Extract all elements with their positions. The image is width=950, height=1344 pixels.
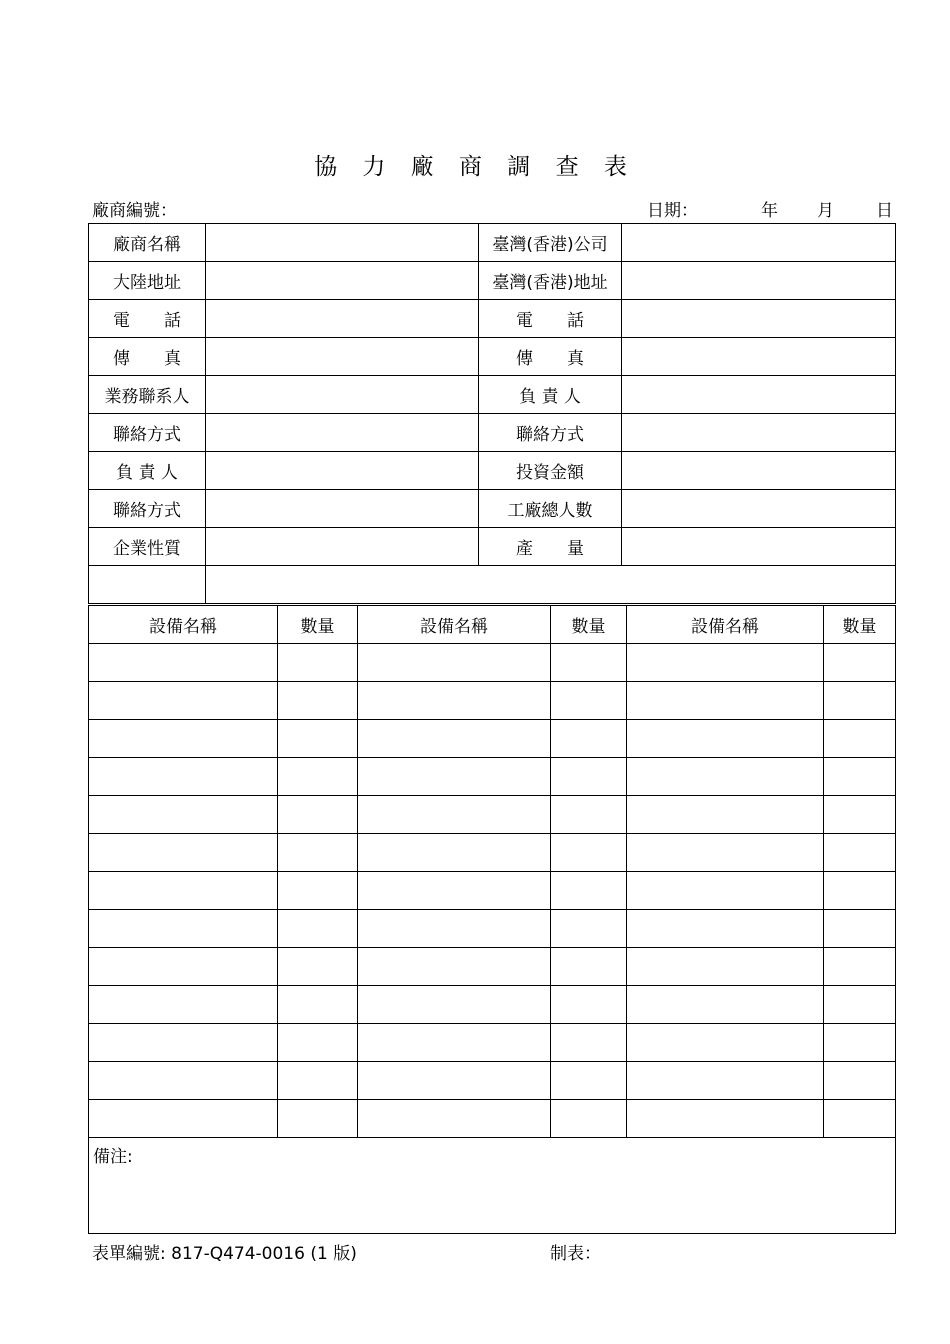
equipment-header-row (89, 606, 896, 644)
quantity-cell[interactable] (278, 1062, 358, 1100)
quantity-cell[interactable] (278, 1100, 358, 1138)
left-label-cell: 電 話 (89, 300, 206, 338)
equipment-name-cell[interactable] (358, 910, 551, 948)
info-row (89, 224, 896, 262)
equipment-row (89, 796, 896, 834)
right-label-cell: 臺灣(香港)公司 (479, 224, 622, 262)
equipment-name-cell[interactable] (358, 1062, 551, 1100)
equipment-row (89, 1100, 896, 1138)
quantity-header: 數量 (824, 606, 896, 644)
equipment-name-cell[interactable] (89, 1062, 278, 1100)
quantity-header: 數量 (551, 606, 627, 644)
quantity-cell[interactable] (824, 682, 896, 720)
right-value-cell[interactable] (622, 224, 896, 262)
left-label-cell: 業務聯系人 (89, 376, 206, 414)
left-label-cell: 企業性質 (89, 528, 206, 566)
form-title: 協 力 廠 商 調 查 表 (314, 154, 636, 180)
quantity-cell[interactable] (824, 910, 896, 948)
quantity-cell[interactable] (551, 682, 627, 720)
vendor-no-label: 廠商編號： (92, 201, 177, 221)
equipment-name-cell[interactable] (627, 644, 824, 682)
month-label: 月 (817, 201, 834, 221)
quantity-header: 數量 (278, 606, 358, 644)
equipment-row (89, 910, 896, 948)
equipment-name-cell[interactable] (627, 872, 824, 910)
quantity-cell[interactable] (551, 948, 627, 986)
quantity-cell[interactable] (278, 910, 358, 948)
left-value-cell[interactable] (206, 300, 479, 338)
right-value-cell[interactable] (622, 262, 896, 300)
quantity-cell[interactable] (824, 720, 896, 758)
form-footer (92, 1239, 895, 1263)
right-value-cell[interactable] (622, 528, 896, 566)
equipment-name-cell[interactable] (358, 682, 551, 720)
equipment-name-cell[interactable] (89, 1024, 278, 1062)
left-value-cell[interactable] (206, 452, 479, 490)
left-value-cell[interactable] (206, 490, 479, 528)
equipment-name-cell[interactable] (89, 872, 278, 910)
equipment-name-cell[interactable] (89, 910, 278, 948)
info-row (89, 338, 896, 376)
equipment-row (89, 948, 896, 986)
right-label-cell: 工廠總人數 (479, 490, 622, 528)
right-value-cell[interactable] (622, 490, 896, 528)
left-value-cell[interactable] (206, 414, 479, 452)
equipment-name-cell[interactable] (358, 720, 551, 758)
quantity-cell[interactable] (824, 834, 896, 872)
equipment-name-cell[interactable] (89, 720, 278, 758)
info-row (89, 528, 896, 566)
quantity-cell[interactable] (278, 1024, 358, 1062)
equipment-row (89, 682, 896, 720)
left-label-cell: 聯絡方式 (89, 414, 206, 452)
equipment-row (89, 1024, 896, 1062)
left-value-cell[interactable] (206, 338, 479, 376)
quantity-cell[interactable] (824, 1062, 896, 1100)
equipment-name-cell[interactable] (627, 910, 824, 948)
equipment-name-cell[interactable] (358, 872, 551, 910)
equipment-name-cell[interactable] (627, 834, 824, 872)
quantity-cell[interactable] (278, 682, 358, 720)
equipment-name-cell[interactable] (89, 834, 278, 872)
equipment-name-cell[interactable] (89, 948, 278, 986)
equipment-name-cell[interactable] (89, 986, 278, 1024)
day-label: 日 (876, 201, 893, 221)
right-label-cell: 負 責 人 (479, 376, 622, 414)
equipment-name-cell[interactable] (627, 682, 824, 720)
info-row (89, 452, 896, 490)
quantity-cell[interactable] (551, 872, 627, 910)
quantity-cell[interactable] (824, 644, 896, 682)
right-label-cell: 電 話 (479, 300, 622, 338)
form-meta-row (89, 196, 895, 222)
right-value-cell[interactable] (622, 414, 896, 452)
right-value-cell[interactable] (622, 338, 896, 376)
quantity-cell[interactable] (551, 834, 627, 872)
right-label-cell: 臺灣(香港)地址 (479, 262, 622, 300)
quantity-cell[interactable] (278, 872, 358, 910)
quantity-cell[interactable] (551, 1100, 627, 1138)
equipment-name-cell[interactable] (627, 720, 824, 758)
quantity-cell[interactable] (278, 644, 358, 682)
right-label-cell: 聯絡方式 (479, 414, 622, 452)
equipment-name-cell[interactable] (358, 796, 551, 834)
info-row (89, 262, 896, 300)
vendor-info-table (88, 223, 896, 604)
equipment-name-cell[interactable] (627, 758, 824, 796)
equipment-name-cell[interactable] (89, 644, 278, 682)
right-value-cell[interactable] (622, 376, 896, 414)
equipment-row (89, 834, 896, 872)
equipment-name-header: 設備名稱 (358, 606, 551, 644)
quantity-cell[interactable] (551, 1024, 627, 1062)
equipment-name-cell[interactable] (358, 644, 551, 682)
quantity-cell[interactable] (824, 948, 896, 986)
equipment-name-cell[interactable] (358, 834, 551, 872)
info-row (89, 490, 896, 528)
left-label-cell: 負 責 人 (89, 452, 206, 490)
quantity-cell[interactable] (551, 910, 627, 948)
equipment-table (88, 605, 896, 1234)
blank-value-cell[interactable] (206, 566, 896, 604)
quantity-cell[interactable] (551, 1062, 627, 1100)
quantity-cell[interactable] (551, 796, 627, 834)
equipment-row (89, 720, 896, 758)
equipment-name-cell[interactable] (627, 986, 824, 1024)
left-value-cell[interactable] (206, 262, 479, 300)
equipment-row (89, 644, 896, 682)
left-label-cell: 傳 真 (89, 338, 206, 376)
left-value-cell[interactable] (206, 376, 479, 414)
equipment-row (89, 986, 896, 1024)
quantity-cell[interactable] (551, 644, 627, 682)
equipment-name-cell[interactable] (89, 758, 278, 796)
equipment-name-header: 設備名稱 (89, 606, 278, 644)
maker-label: 制表： (550, 1244, 601, 1264)
form-number: 表單編號: 817-Q474-0016 (1 版) (92, 1244, 357, 1264)
left-label-cell: 廠商名稱 (89, 224, 206, 262)
equipment-name-cell[interactable] (358, 986, 551, 1024)
equipment-name-header: 設備名稱 (627, 606, 824, 644)
equipment-name-cell[interactable] (358, 1024, 551, 1062)
right-label-cell: 產 量 (479, 528, 622, 566)
info-row (89, 376, 896, 414)
equipment-name-cell[interactable] (627, 796, 824, 834)
left-label-cell: 大陸地址 (89, 262, 206, 300)
equipment-name-cell[interactable] (627, 1062, 824, 1100)
quantity-cell[interactable] (278, 796, 358, 834)
remarks-field[interactable]: 備注: (89, 1138, 896, 1234)
quantity-cell[interactable] (278, 948, 358, 986)
equipment-name-cell[interactable] (89, 682, 278, 720)
quantity-cell[interactable] (278, 986, 358, 1024)
left-label-cell: 聯絡方式 (89, 490, 206, 528)
equipment-row (89, 758, 896, 796)
equipment-row (89, 872, 896, 910)
equipment-name-cell[interactable] (358, 758, 551, 796)
equipment-name-cell[interactable] (627, 1100, 824, 1138)
right-label-cell: 投資金額 (479, 452, 622, 490)
equipment-name-cell[interactable] (358, 1100, 551, 1138)
equipment-name-cell[interactable] (627, 1024, 824, 1062)
equipment-name-cell[interactable] (89, 1100, 278, 1138)
quantity-cell[interactable] (824, 796, 896, 834)
right-value-cell[interactable] (622, 300, 896, 338)
equipment-name-cell[interactable] (89, 796, 278, 834)
quantity-cell[interactable] (278, 758, 358, 796)
quantity-cell[interactable] (824, 986, 896, 1024)
date-label: 日期： (647, 201, 698, 221)
right-value-cell[interactable] (622, 452, 896, 490)
equipment-name-cell[interactable] (627, 948, 824, 986)
year-label: 年 (761, 201, 778, 221)
info-row (89, 300, 896, 338)
right-label-cell: 傳 真 (479, 338, 622, 376)
blank-info-row (89, 566, 896, 604)
blank-label-cell[interactable] (89, 566, 206, 604)
quantity-cell[interactable] (551, 720, 627, 758)
left-value-cell[interactable] (206, 224, 479, 262)
remarks-row (89, 1138, 896, 1234)
quantity-cell[interactable] (551, 986, 627, 1024)
info-row (89, 414, 896, 452)
quantity-cell[interactable] (551, 758, 627, 796)
quantity-cell[interactable] (824, 758, 896, 796)
equipment-name-cell[interactable] (358, 948, 551, 986)
equipment-row (89, 1062, 896, 1100)
left-value-cell[interactable] (206, 528, 479, 566)
quantity-cell[interactable] (278, 834, 358, 872)
quantity-cell[interactable] (824, 1024, 896, 1062)
quantity-cell[interactable] (278, 720, 358, 758)
quantity-cell[interactable] (824, 872, 896, 910)
quantity-cell[interactable] (824, 1100, 896, 1138)
